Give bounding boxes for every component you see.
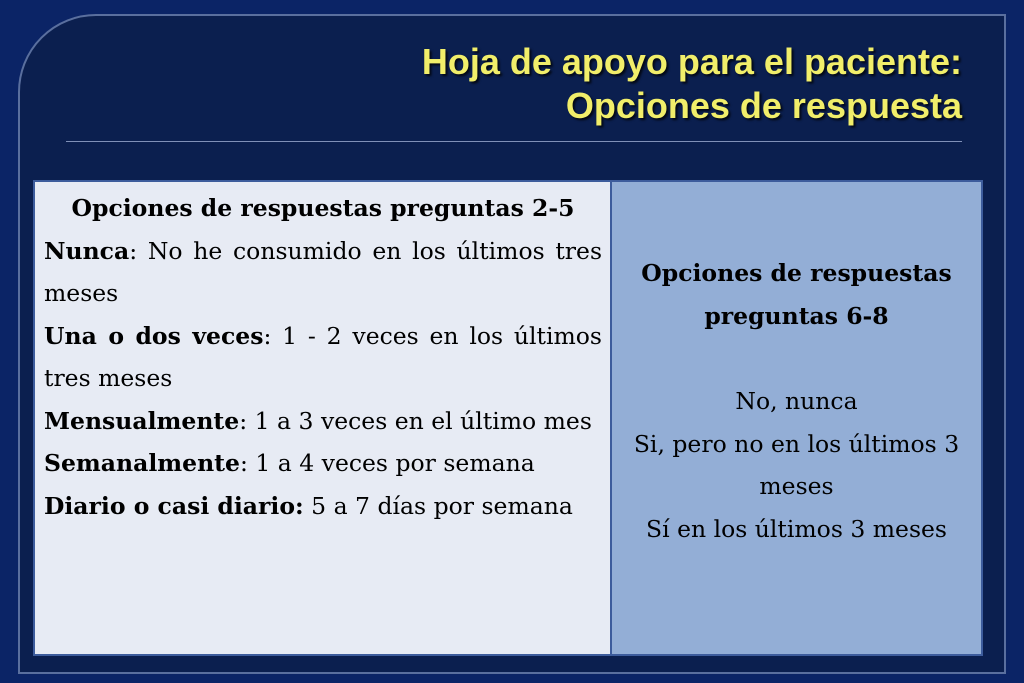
option-term: Diario o casi diario: <box>44 491 304 520</box>
option-term: Una o dos veces <box>44 321 264 350</box>
list-item <box>44 442 602 485</box>
list-item <box>44 400 602 443</box>
table-cell-questions-6-8 <box>612 182 981 654</box>
slide-title <box>202 40 962 128</box>
left-column-heading: Opciones de respuestas preguntas 2-5 <box>71 194 575 222</box>
table-cell-questions-2-5 <box>35 182 612 654</box>
option-term: Mensualmente <box>44 406 240 435</box>
answer-option: No, nunca <box>735 387 858 415</box>
option-term: Semanalmente <box>44 449 240 477</box>
option-separator: : <box>239 406 255 435</box>
response-options-table <box>33 180 983 656</box>
list-item <box>44 230 602 315</box>
option-description: 5 a 7 días por semana <box>311 491 573 520</box>
option-term: Nunca <box>44 236 130 265</box>
slide-title-line-2: Opciones de respuesta <box>565 85 962 126</box>
title-divider <box>66 141 962 142</box>
option-description: 1 a 4 veces por semana <box>255 449 535 477</box>
option-separator: : <box>129 236 148 265</box>
list-item <box>44 315 602 400</box>
list-item <box>44 485 602 528</box>
answer-option: Si, pero no en los últimos 3 meses <box>633 429 960 500</box>
option-description: 1 a 3 veces en el último mes <box>254 406 592 435</box>
answer-option: Sí en los últimos 3 meses <box>645 514 947 543</box>
option-description: No he consumido en los últimos tres meses <box>44 236 603 307</box>
right-column-heading: Opciones de respuestas preguntas 6-8 <box>641 259 952 330</box>
option-description: 1 - 2 veces en los últimos tres meses <box>44 321 602 392</box>
option-separator: : <box>263 321 283 350</box>
spacer <box>622 337 971 380</box>
option-separator: : <box>239 449 256 477</box>
slide-title-line-1: Hoja de apoyo para el paciente: <box>421 41 962 82</box>
